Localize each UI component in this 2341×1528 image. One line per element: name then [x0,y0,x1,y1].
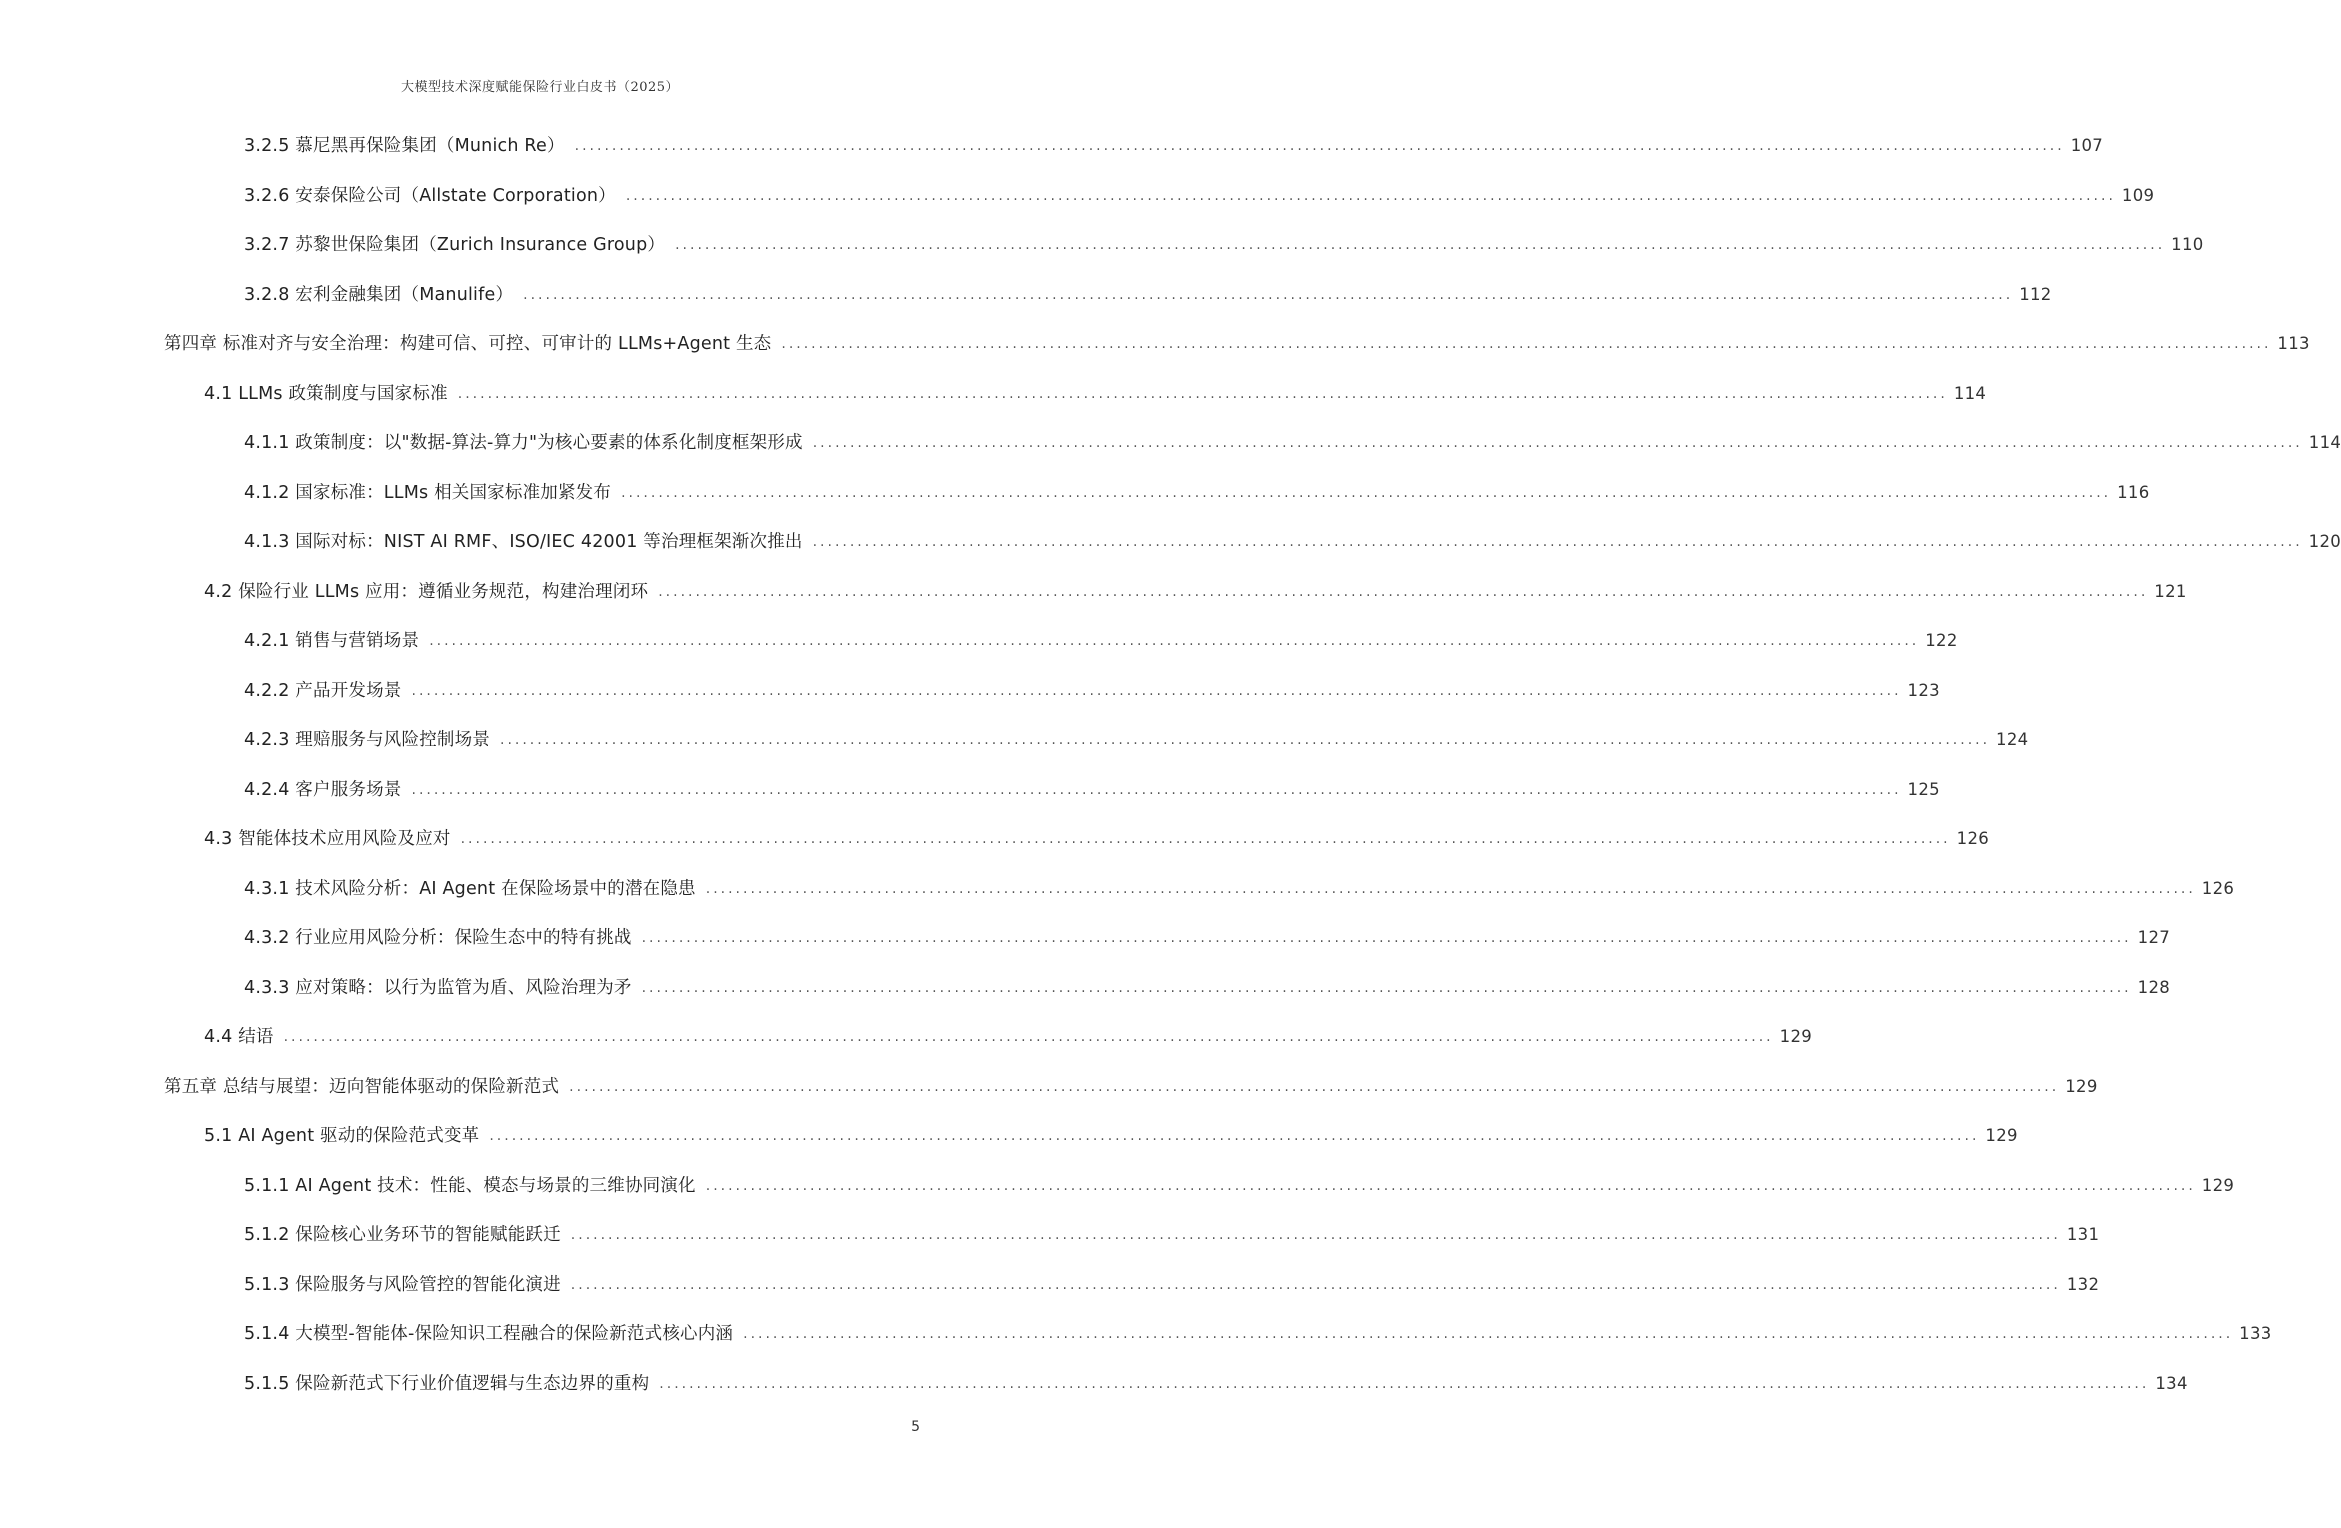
toc-entry-title: 3.2.7 苏黎世保险集团（Zurich Insurance Group） [244,235,666,255]
toc-dot-leader: ........................................................................................................................................................................................................ [658,583,2149,600]
toc-entry-title: 4.1.2 国家标准：LLMs 相关国家标准加紧发布 [244,482,612,503]
toc-entry-title: 5.1.1 AI Agent 技术：性能、模态与场景的三维协同演化 [244,1175,696,1196]
toc-dot-leader: ........................................................................................................................................................................................................ [457,385,1948,402]
toc-dot-leader: ........................................................................................................................................................................................................ [570,1227,2061,1243]
toc-dot-leader: ........................................................................................................................................................................................................ [781,336,2272,352]
toc-entry-page: 120 [2308,532,2341,551]
toc-entry[interactable] [0,817,1990,861]
toc-entry[interactable] [0,1015,1813,1059]
toc-entry[interactable] [0,768,1940,812]
toc-entry-page: 126 [1956,829,1990,848]
toc-entry-title: 4.2.1 销售与营销场景 [244,631,420,651]
toc-entry-page: 134 [2155,1373,2188,1393]
toc-dot-leader: ........................................................................................................................................................................................................ [621,484,2112,501]
toc-entry[interactable] [0,619,1958,663]
toc-entry-title: 4.1 LLMs 政策制度与国家标准 [204,383,448,404]
toc-dot-leader: ........................................................................................................................................................................................................ [812,435,2303,451]
toc-entry-title: 4.2.2 产品开发场景 [244,680,402,701]
toc-entry-title: 3.2.5 慕尼黑再保险集团（Munich Re） [244,136,565,156]
toc-entry-page: 133 [2239,1324,2272,1343]
toc-entry[interactable] [0,916,2171,960]
toc-entry-page: 121 [2154,581,2187,601]
toc-dot-leader: ........................................................................................................................................................................................................ [625,187,2116,204]
toc-entry-title: 5.1.4 大模型-智能体-保险知识工程融合的保险新范式核心内涵 [244,1324,734,1344]
toc-entry[interactable] [0,372,1987,416]
toc-entry-page: 127 [2137,928,2171,947]
toc-entry[interactable] [0,1213,2100,1257]
toc-entry-title: 3.2.6 安泰保险公司（Allstate Corporation） [244,185,616,206]
toc-entry-page: 112 [2019,284,2052,304]
toc-dot-leader: ........................................................................................................................................................................................................ [641,979,2132,996]
toc-entry-title: 5.1.2 保险核心业务环节的智能赋能跃迁 [244,1225,561,1245]
toc-entry-title: 第五章 总结与展望：迈向智能体驱动的保险新范式 [164,1076,560,1097]
toc-dot-leader: ........................................................................................................................................................................................................ [500,732,1991,748]
toc-dot-leader: ........................................................................................................................................................................................................ [411,682,1902,699]
toc-entry[interactable] [0,966,2171,1010]
toc-entry[interactable] [0,322,2310,366]
toc-entry[interactable] [0,124,2104,168]
toc-dot-leader: ........................................................................................................................................................................................................ [460,831,1951,847]
toc-dot-leader: ........................................................................................................................................................................................................ [705,880,2196,897]
toc-dot-leader: ........................................................................................................................................................................................................ [570,1276,2061,1293]
toc-entry-page: 122 [1925,631,1958,650]
toc-entry[interactable] [0,174,2155,218]
toc-entry-title: 3.2.8 宏利金融集团（Manulife） [244,284,514,305]
toc-entry-title: 4.3.2 行业应用风险分析：保险生态中的特有挑战 [244,928,632,948]
toc-entry-title: 4.2.4 客户服务场景 [244,779,402,800]
toc-dot-leader: ........................................................................................................................................................................................................ [574,138,2065,154]
toc-dot-leader: ........................................................................................................................................................................................................ [675,237,2166,253]
toc-entry-title: 4.1.1 政策制度：以"数据-算法-算力"为核心要素的体系化制度框架形成 [244,433,803,453]
toc-entry-page: 128 [2137,977,2171,997]
toc-entry-page: 131 [2066,1225,2100,1244]
toc-entry[interactable] [0,1263,2100,1307]
toc-entry-title: 4.2.3 理赔服务与风险控制场景 [244,730,490,750]
page-header-title: 大模型技术深度赋能保险行业白皮书（2025） [400,80,680,95]
toc-entry-page: 129 [2201,1175,2235,1195]
toc-dot-leader: ........................................................................................................................................................................................................ [411,781,1902,798]
toc-dot-leader: ........................................................................................................................................................................................................ [705,1177,2196,1194]
toc-entry-page: 125 [1907,779,1940,799]
toc-entry[interactable] [0,1312,2272,1356]
toc-entry-title: 5.1 AI Agent 驱动的保险范式变革 [204,1126,480,1146]
toc-entry-page: 129 [1779,1027,1813,1046]
toc-entry-title: 4.1.3 国际对标：NIST AI RMF、ISO/IEC 42001 等治理框架渐次推出 [244,532,803,552]
toc-dot-leader: ........................................................................................................................................................................................................ [429,633,1920,649]
page-number: 5 [911,1419,920,1435]
toc-entry[interactable] [0,1065,2098,1109]
toc-dot-leader: ........................................................................................................................................................................................................ [569,1078,2060,1095]
toc-entry[interactable] [0,421,2341,465]
toc-dot-leader: ........................................................................................................................................................................................................ [283,1029,1774,1045]
toc-entry-title: 第四章 标准对齐与安全治理：构建可信、可控、可审计的 LLMs+Agent 生态 [164,334,772,354]
toc-entry-page: 109 [2121,185,2155,205]
toc-entry-title: 4.3.3 应对策略：以行为监管为盾、风险治理为矛 [244,977,632,998]
toc-entry[interactable] [0,520,2341,564]
toc-dot-leader: ........................................................................................................................................................................................................ [659,1375,2150,1392]
toc-entry-page: 129 [2065,1076,2098,1096]
toc-entry-page: 114 [1953,383,1987,403]
toc-entry-page: 129 [1985,1126,2018,1145]
toc-entry[interactable] [0,669,1940,713]
toc-entry[interactable] [0,718,2029,762]
toc-entry-title: 4.3.1 技术风险分析：AI Agent 在保险场景中的潜在隐患 [244,878,696,899]
toc-entry[interactable] [0,570,2187,614]
toc-dot-leader: ........................................................................................................................................................................................................ [641,930,2132,946]
toc-entry-page: 113 [2277,334,2310,353]
toc-entry-title: 4.3 智能体技术应用风险及应对 [204,829,451,849]
toc-entry-page: 126 [2201,878,2235,898]
toc-entry[interactable] [0,223,2204,267]
toc-dot-leader: ........................................................................................................................................................................................................ [743,1326,2234,1342]
toc-dot-leader: ........................................................................................................................................................................................................ [489,1128,1980,1144]
toc-entry[interactable] [0,1362,2188,1406]
toc-entry[interactable] [0,471,2150,515]
toc-entry[interactable] [0,273,2052,317]
toc-entry-page: 110 [2171,235,2204,254]
toc-entry-page: 107 [2070,136,2104,155]
toc-dot-leader: ........................................................................................................................................................................................................ [523,286,2014,303]
toc-entry-page: 132 [2066,1274,2100,1294]
toc-entry[interactable] [0,1164,2235,1208]
toc-entry-title: 4.4 结语 [204,1027,274,1047]
toc-entry[interactable] [0,867,2235,911]
toc-entry-title: 5.1.5 保险新范式下行业价值逻辑与生态边界的重构 [244,1373,650,1394]
toc-entry-title: 5.1.3 保险服务与风险管控的智能化演进 [244,1274,561,1295]
toc-entry-page: 116 [2117,482,2150,502]
toc-entry-title: 4.2 保险行业 LLMs 应用：遵循业务规范，构建治理闭环 [204,581,649,602]
toc-dot-leader: ........................................................................................................................................................................................................ [812,534,2303,550]
toc-entry-page: 123 [1907,680,1940,700]
toc-entry-page: 114 [2308,433,2341,452]
toc-entry-page: 124 [1996,730,2029,749]
toc-entry[interactable] [0,1114,2018,1158]
